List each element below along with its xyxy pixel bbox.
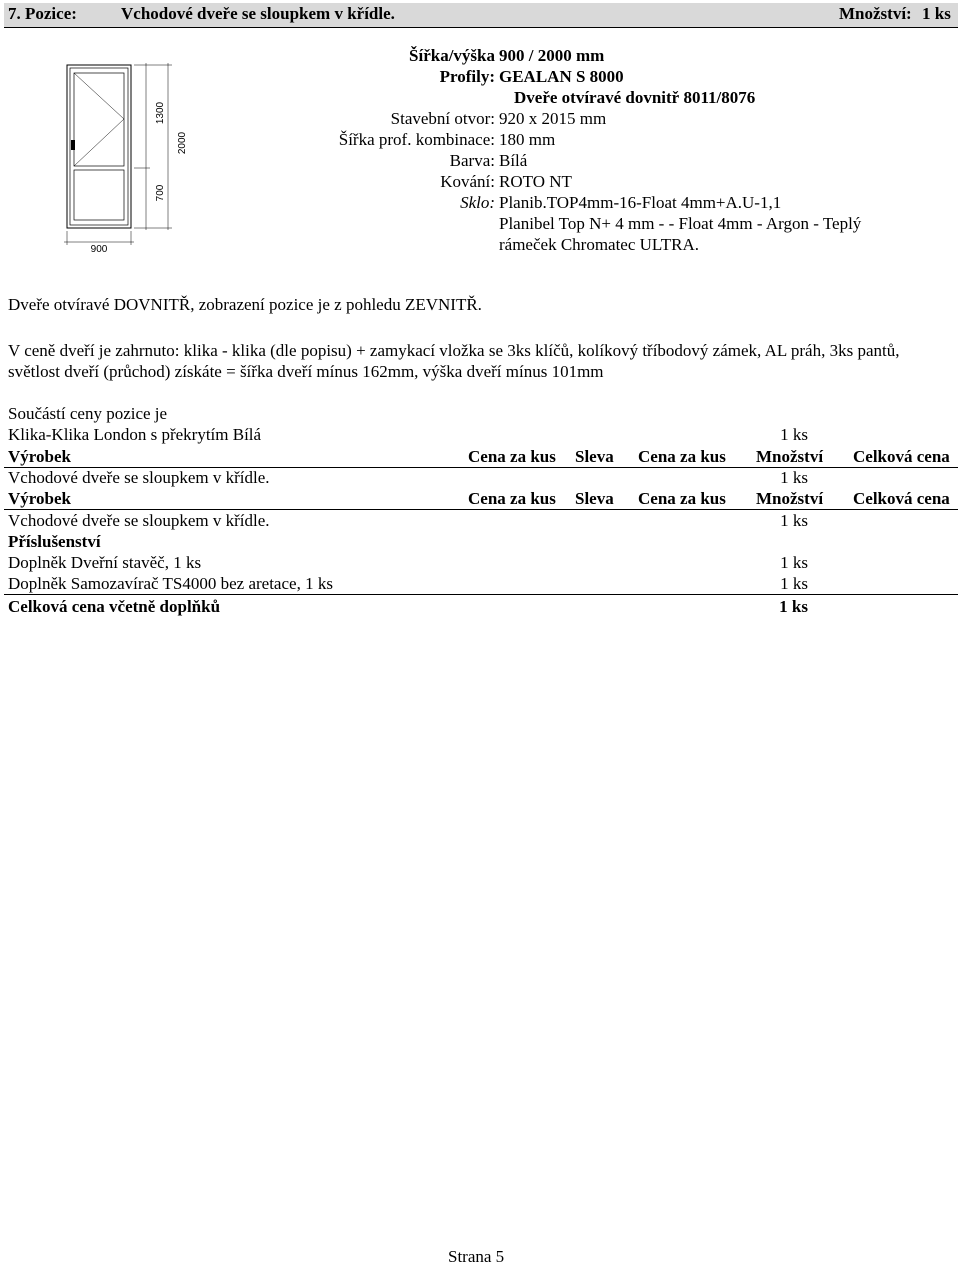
total-height-label: 2000	[177, 131, 188, 155]
spec-value-profiles: GEALAN S 8000	[499, 67, 624, 86]
door-handle	[71, 140, 75, 150]
width-dimension-label: 900	[90, 244, 108, 255]
accessory-item-1-qty: 1 ks	[780, 553, 808, 572]
table-header-unit-price-2: Cena za kus	[638, 447, 726, 466]
spec-label-size: Šířka/výška	[409, 46, 495, 65]
orientation-note: Dveře otvíravé DOVNITŘ, zobrazení pozice je z pohledu ZEVNITŘ.	[8, 295, 482, 314]
lower-height-label: 700	[155, 184, 166, 202]
price-note-line-1: V ceně dveří je zahrnuto: klika - klika (dle popisu) + zamykací vložka se 3ks klíčů, kolíkový tříbodový zámek, AL práh, 3ks pantů,	[8, 341, 900, 360]
glass-note-line-2: rámeček Chromatec ULTRA.	[499, 235, 699, 254]
components-heading: Součástí ceny pozice je	[8, 404, 168, 423]
spec-value-color: Bílá	[499, 151, 528, 170]
spec-label-profiles: Profily:	[439, 67, 495, 86]
table-header-discount-b: Sleva	[575, 489, 614, 508]
spec-label-hardware: Kování:	[440, 172, 495, 191]
page-number: Strana 5	[448, 1247, 505, 1266]
table-header-unit-price: Cena za kus	[468, 447, 556, 466]
position-label: 7. Pozice:	[8, 4, 77, 23]
spec-value-profile-width: 180 mm	[499, 130, 556, 149]
spec-value-opening: 920 x 2015 mm	[499, 109, 607, 128]
quantity-value: 1 ks	[922, 4, 951, 23]
spec-value-glass: Planib.TOP4mm-16-Float 4mm+A.U-1,1	[499, 193, 782, 212]
table-header-quantity: Množství	[756, 447, 824, 466]
table-header-total-b: Celková cena	[853, 489, 950, 508]
spec-label-opening: Stavební otvor:	[390, 109, 495, 128]
door-drawing	[50, 55, 200, 255]
table-header-quantity-b: Množství	[756, 489, 824, 508]
accessories-rule	[4, 594, 958, 595]
spec-value-door-type: Dveře otvíravé dovnitř 8011/8076	[514, 88, 756, 107]
table-header-unit-price-2b: Cena za kus	[638, 489, 726, 508]
spec-label-profile-width: Šířka prof. kombinace:	[338, 130, 495, 149]
position-name: Vchodové dveře se sloupkem v křídle.	[121, 4, 395, 23]
table-header-rule-2	[4, 509, 958, 510]
component-item-name: Klika-Klika London s překrytím Bílá	[8, 425, 262, 444]
table-row-product-name-2: Vchodové dveře se sloupkem v křídle.	[8, 511, 270, 530]
grand-total-label: Celková cena včetně doplňků	[8, 597, 221, 616]
spec-label-color: Barva:	[449, 151, 495, 170]
accessory-item-2-qty: 1 ks	[780, 574, 808, 593]
price-note-line-2: světlost dveří (průchod) získáte = šířka dveří mínus 162mm, výška dveří mínus 101mm	[8, 362, 604, 381]
door-outer-frame	[67, 65, 131, 228]
opening-line-1	[74, 119, 124, 166]
table-header-unit-price-b: Cena za kus	[468, 489, 556, 508]
opening-line-2	[74, 73, 124, 119]
accessories-heading: Příslušenství	[8, 532, 101, 551]
table-header-product-2: Výrobek	[8, 489, 71, 508]
door-sash	[70, 68, 128, 225]
door-upper-glass	[74, 73, 124, 166]
door-lower-glass	[74, 170, 124, 220]
accessory-item-2-name: Doplněk Samozavírač TS4000 bez aretace, 1 ks	[8, 574, 333, 593]
table-row-product-qty-2: 1 ks	[780, 511, 808, 530]
upper-height-label: 1300	[155, 101, 166, 125]
accessory-item-1-name: Doplněk Dveřní stavěč, 1 ks	[8, 553, 202, 572]
table-header-product: Výrobek	[8, 447, 71, 466]
spec-label-glass: Sklo:	[460, 193, 495, 212]
spec-value-hardware: ROTO NT	[499, 172, 572, 191]
spec-value-size: 900 / 2000 mm	[499, 46, 605, 65]
table-header-total: Celková cena	[853, 447, 950, 466]
component-item-qty: 1 ks	[780, 425, 808, 444]
quantity-label: Množství:	[839, 4, 912, 23]
table-row-product-name: Vchodové dveře se sloupkem v křídle.	[8, 468, 270, 487]
grand-total-qty: 1 ks	[779, 597, 808, 616]
table-header-discount: Sleva	[575, 447, 614, 466]
glass-note-line-1: Planibel Top N+ 4 mm - - Float 4mm - Argon - Teplý	[499, 214, 862, 233]
table-row-product-qty: 1 ks	[780, 468, 808, 487]
